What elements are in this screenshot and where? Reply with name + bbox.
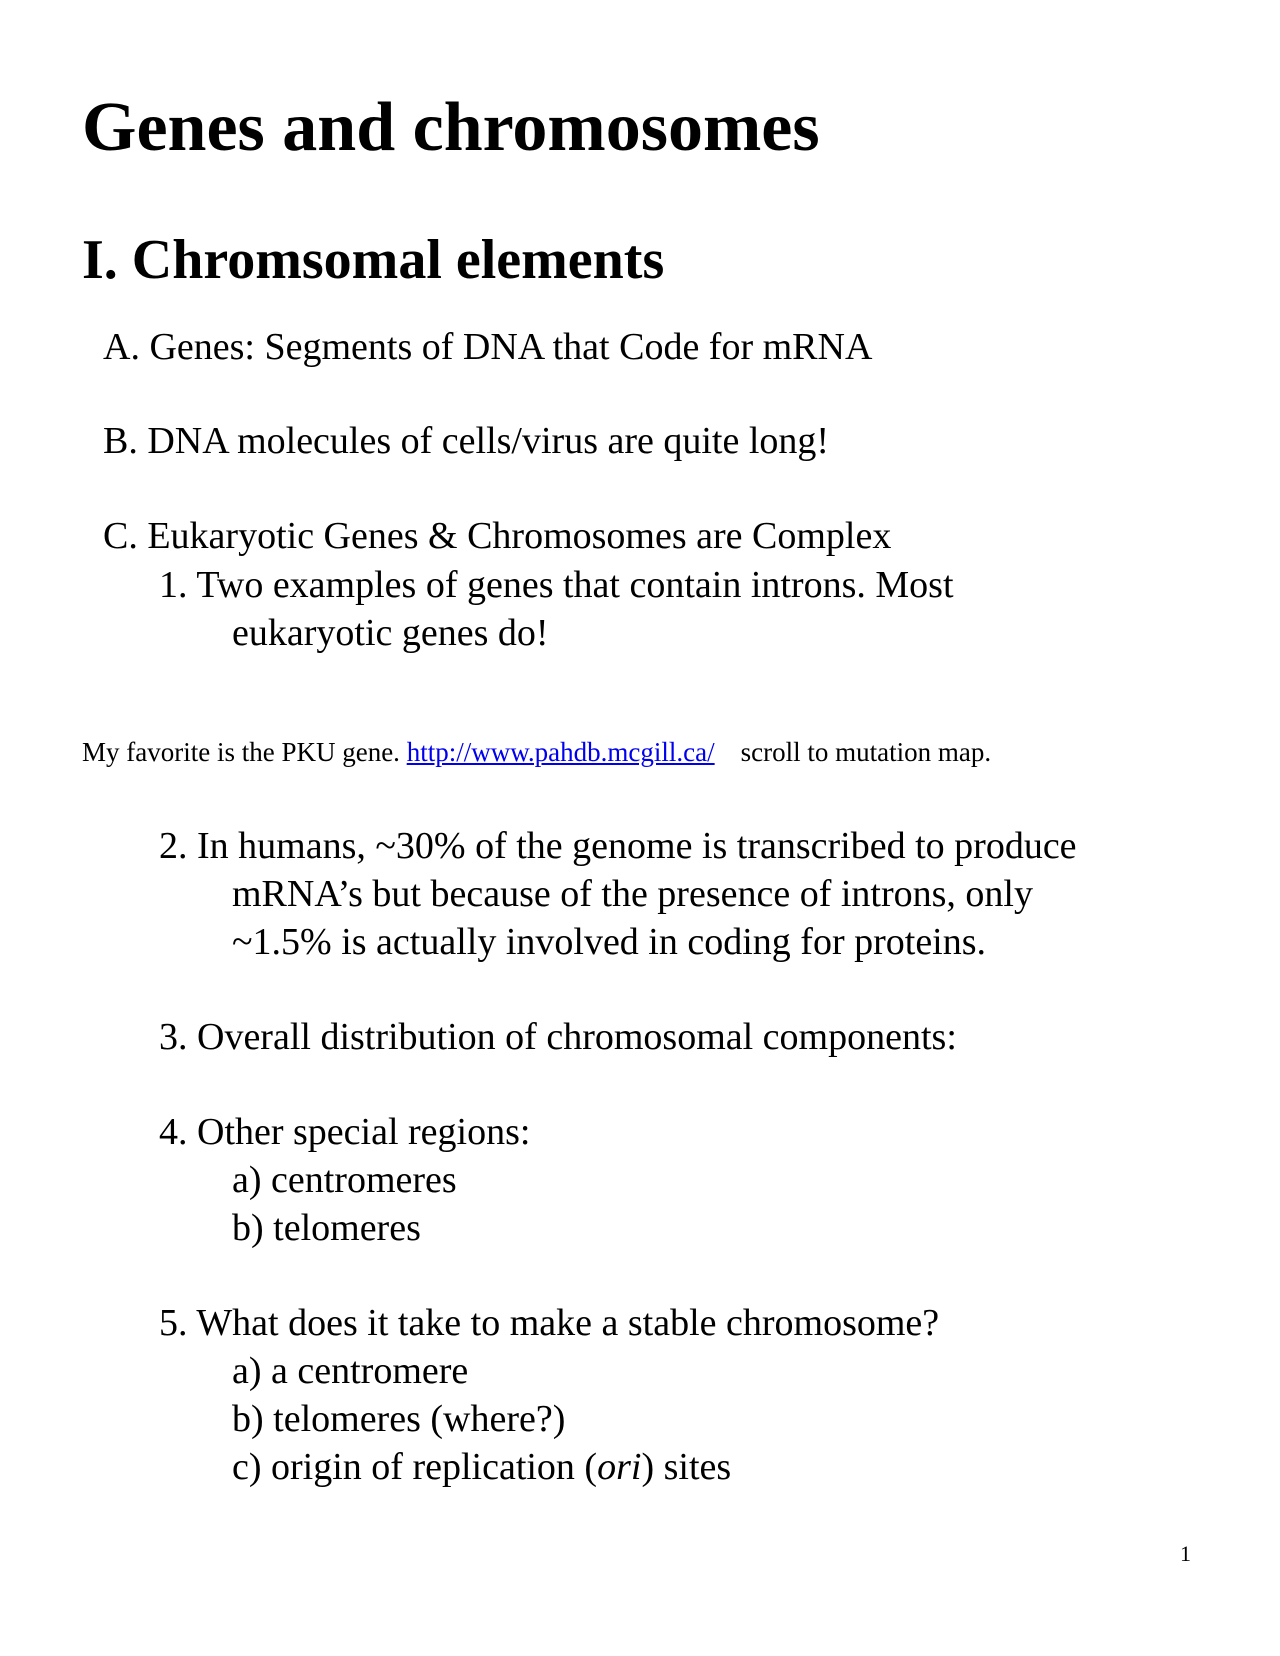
- point-5c-suffix: ) sites: [641, 1446, 732, 1488]
- point-4a: a) centromeres: [232, 1159, 457, 1201]
- section-heading: I. Chromsomal elements: [82, 229, 665, 291]
- ori-term: ori: [597, 1446, 642, 1488]
- point-1-line1: 1. Two examples of genes that contain introns. Most: [159, 564, 954, 606]
- point-2-line1: 2. In humans, ~30% of the genome is transcribed to produce: [159, 825, 1077, 867]
- point-5b: b) telomeres (where?): [232, 1398, 566, 1440]
- point-4b: b) telomeres: [232, 1207, 421, 1249]
- point-2-line3: ~1.5% is actually involved in coding for proteins.: [232, 921, 987, 963]
- pahdb-link[interactable]: http://www.pahdb.mcgill.ca/: [406, 737, 715, 767]
- pku-note: [82, 739, 991, 766]
- point-4-heading: 4. Other special regions:: [159, 1111, 531, 1153]
- point-5-heading: 5. What does it take to make a stable chromosome?: [159, 1302, 940, 1344]
- pku-note-prefix: My favorite is the PKU gene.: [82, 737, 407, 767]
- point-5c: [232, 1448, 731, 1486]
- page-number: 1: [1180, 1541, 1191, 1566]
- point-5a: a) a centromere: [232, 1350, 469, 1392]
- point-1-line2: eukaryotic genes do!: [232, 612, 549, 654]
- item-c-eukaryotic: C. Eukaryotic Genes & Chromosomes are Complex: [103, 515, 892, 557]
- point-2-line2: mRNA’s but because of the presence of introns, only: [232, 873, 1033, 915]
- item-b-dna-molecules: B. DNA molecules of cells/virus are quite long!: [103, 420, 830, 462]
- point-3: 3. Overall distribution of chromosomal components:: [159, 1016, 957, 1058]
- item-a-genes: A. Genes: Segments of DNA that Code for mRNA: [103, 326, 873, 368]
- point-5c-prefix: c) origin of replication (: [232, 1446, 598, 1488]
- page-title: Genes and chromosomes: [82, 89, 820, 166]
- pku-note-suffix: scroll to mutation map.: [740, 737, 992, 767]
